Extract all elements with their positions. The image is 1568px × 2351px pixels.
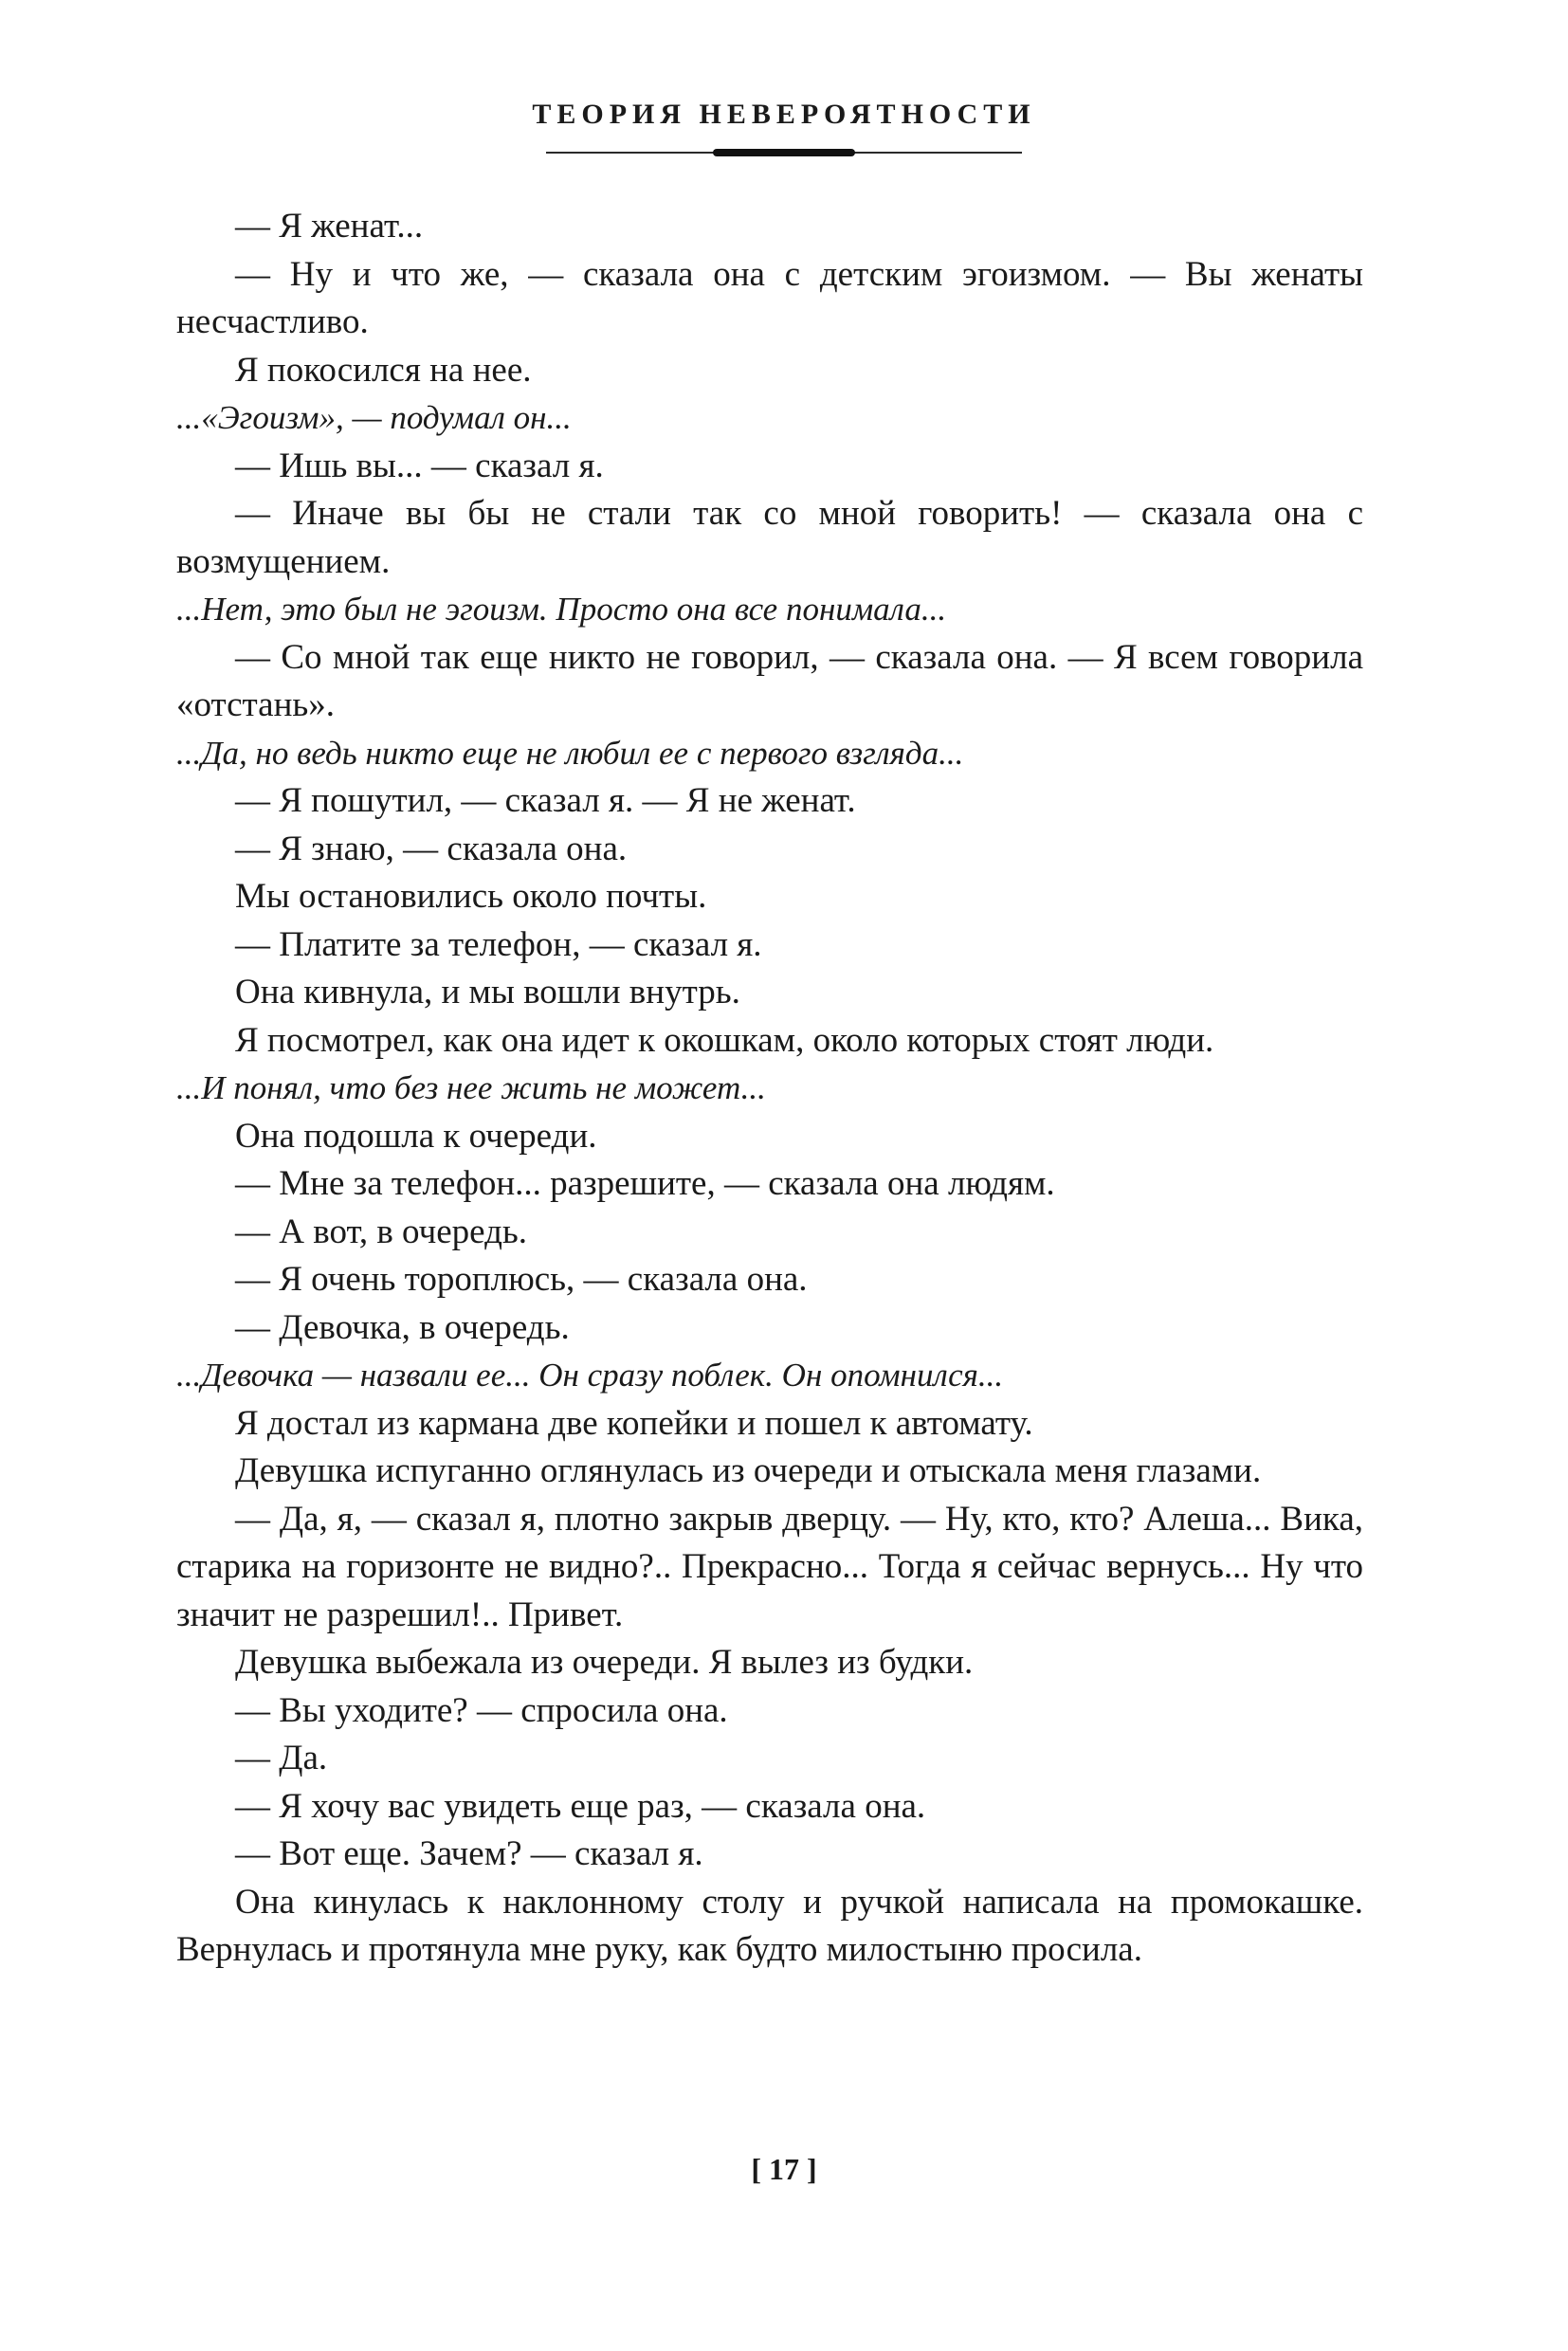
paragraph: — Со мной так еще никто не говорил, — сказала она. — Я всем говорила «отстань». xyxy=(176,637,1363,724)
paragraph: — Я пошутил, — сказал я. — Я не женат. xyxy=(235,781,856,820)
paragraph: — Мне за телефон... разрешите, — сказала она людям. xyxy=(235,1164,1055,1203)
paragraph: — Девочка, в очередь. xyxy=(235,1307,570,1347)
paragraph: Она кинулась к наклонному столу и ручкой написала на промокашке. Вернулась и протянула мне руку, как будто милостыню просила. xyxy=(176,1882,1363,1969)
paragraph-italic: ...И понял, что без нее жить не может... xyxy=(176,1069,766,1106)
paragraph: — Я знаю, — сказала она. xyxy=(235,829,628,868)
paragraph: — А вот, в очередь. xyxy=(235,1212,528,1251)
paragraph: — Вы уходите? — спросила она. xyxy=(235,1690,728,1730)
body-text xyxy=(176,203,1363,1975)
paragraph: — Я хочу вас увидеть еще раз, — сказала она. xyxy=(235,1786,926,1826)
page-number: [ 17 ] xyxy=(751,2152,817,2186)
header-rule-ornament xyxy=(713,149,855,156)
paragraph: Девушка выбежала из очереди. Я вылез из будки. xyxy=(235,1643,974,1682)
paragraph: — Я очень тороплюсь, — сказала она. xyxy=(235,1260,808,1299)
paragraph: — Да, я, — сказал я, плотно закрыв дверцу. — Ну, кто, кто? Алеша... Вика, старика на горизонте не видно?.. Прекрасно... Тогда я сейчас вернусь... Ну что значит не разрешил!.. Привет. xyxy=(176,1499,1363,1634)
paragraph: — Вот еще. Зачем? — сказал я. xyxy=(235,1834,703,1873)
paragraph: — Платите за телефон, — сказал я. xyxy=(235,924,762,964)
paragraph: Мы остановились около почты. xyxy=(235,877,707,916)
paragraph: — Иначе вы бы не стали так со мной говорить! — сказала она с возмущением. xyxy=(176,494,1363,581)
paragraph: Я посмотрел, как она идет к окошкам, около которых стоят люди. xyxy=(235,1020,1214,1060)
paragraph: — Я женат... xyxy=(235,207,424,246)
paragraph-italic: ...Девочка — назвали ее... Он сразу поблек. Он опомнился... xyxy=(176,1357,1004,1394)
paragraph-italic: ...Да, но ведь никто еще не любил ее с первого взгляда... xyxy=(176,734,964,772)
paragraph: Я достал из кармана две копейки и пошел к автомату. xyxy=(235,1403,1033,1443)
paragraph: — Ишь вы... — сказал я. xyxy=(235,446,604,485)
paragraph-italic: ...Нет, это был не эгоизм. Просто она все понимала... xyxy=(176,591,947,628)
running-header: ТЕОРИЯ НЕВЕРОЯТНОСТИ xyxy=(532,99,1036,130)
paragraph: Она подошла к очереди. xyxy=(235,1116,597,1156)
paragraph: Я покосился на нее. xyxy=(235,350,532,390)
paragraph: — Да. xyxy=(235,1739,328,1777)
paragraph: Она кивнула, и мы вошли внутрь. xyxy=(235,973,740,1011)
paragraph: Девушка испуганно оглянулась из очереди и отыскала меня глазами. xyxy=(235,1451,1262,1490)
paragraph-italic: ...«Эгоизм», — подумал он... xyxy=(176,399,572,436)
paragraph: — Ну и что же, — сказала она с детским эгоизмом. — Вы женаты несчастливо. xyxy=(176,254,1363,341)
